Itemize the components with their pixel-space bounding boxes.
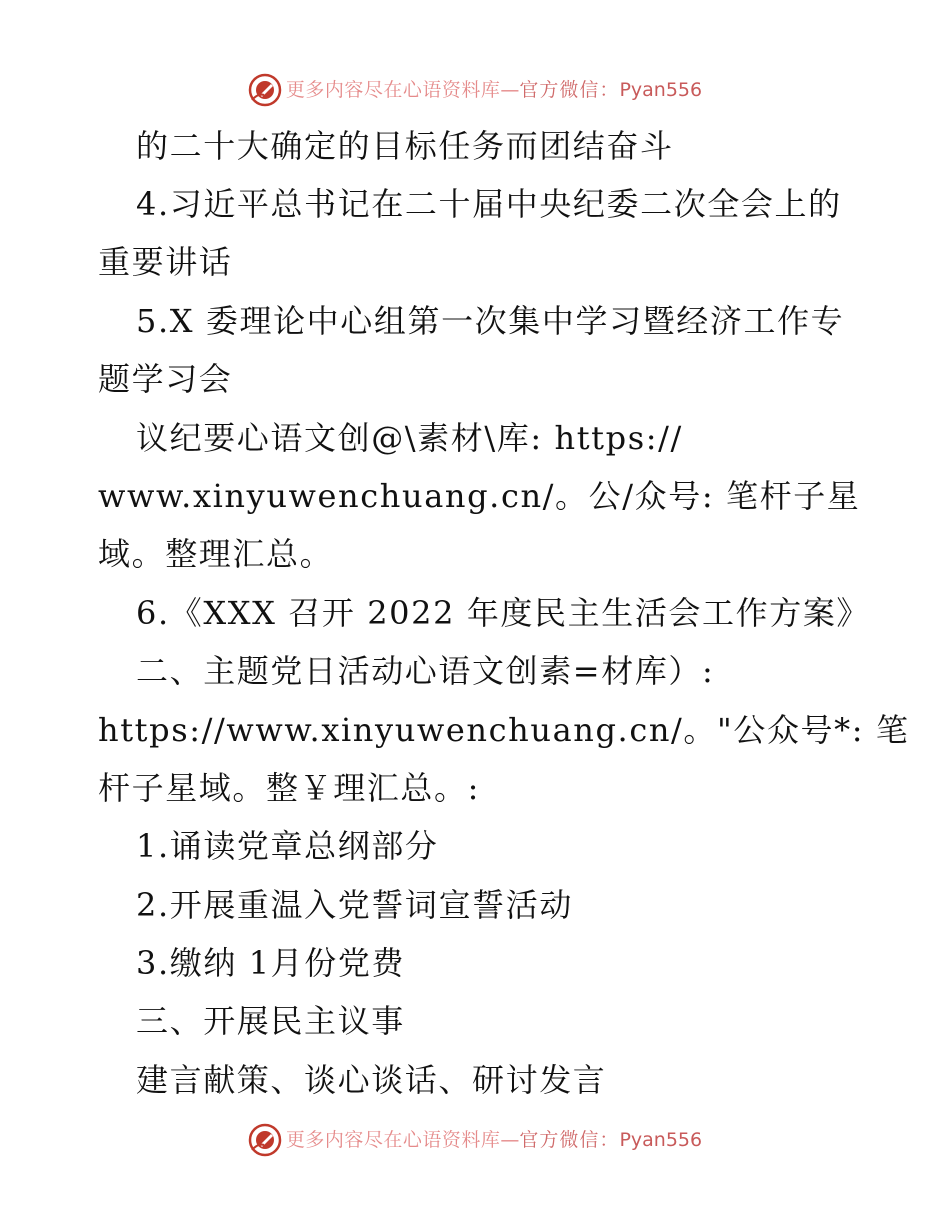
watermark-dash: — [500,1128,520,1151]
body-line-6: 议纪要心语文创@\素材\库: https:// [136,419,683,457]
body-line-8: 域。整理汇总。 [98,535,334,573]
watermark-sub: 官方微信： [519,78,620,101]
body-line-9: 6.《XXX 召开 2022 年度民主生活会工作方案》 [136,594,871,632]
watermark-code: Pyan556 [619,78,703,101]
body-line-15: 3.缴纳 1月份党费 [136,944,406,982]
watermark-text: 更多内容尽在心语资料库 [285,78,501,101]
watermark-header [0,70,950,110]
body-line-10: 二、主题党日活动心语文创素=材库）: [136,652,715,690]
body-line-16: 三、开展民主议事 [136,1002,405,1040]
body-line-4: 5.X 委理论中心组第一次集中学习暨经济工作专 [136,302,845,340]
body-line-3: 重要讲话 [98,243,233,281]
pen-seal-icon [248,73,282,107]
body-line-2: 4.习近平总书记在二十届中央纪委二次全会上的 [136,185,842,223]
body-line-1: 的二十大确定的目标任务而团结奋斗 [136,127,674,165]
body-line-11: https://www.xinyuwenchuang.cn/。"公众号*: 笔 [98,711,910,749]
watermark-code: Pyan556 [619,1128,703,1151]
watermark-text: 更多内容尽在心语资料库 [285,1128,501,1151]
body-line-5: 题学习会 [98,360,233,398]
body-line-12: 杆子星域。整￥理汇总。: [98,769,480,807]
pen-seal-icon [248,1123,282,1157]
body-line-14: 2.开展重温入党誓词宣誓活动 [136,886,573,924]
watermark-sub: 官方微信： [519,1128,620,1151]
body-line-7: www.xinyuwenchuang.cn/。公/众号: 笔杆子星 [98,477,861,515]
watermark-dash: — [500,78,520,101]
watermark-footer [0,1120,950,1160]
body-line-13: 1.诵读党章总纲部分 [136,827,439,865]
body-line-17: 建言献策、谈心谈话、研讨发言 [136,1061,607,1099]
